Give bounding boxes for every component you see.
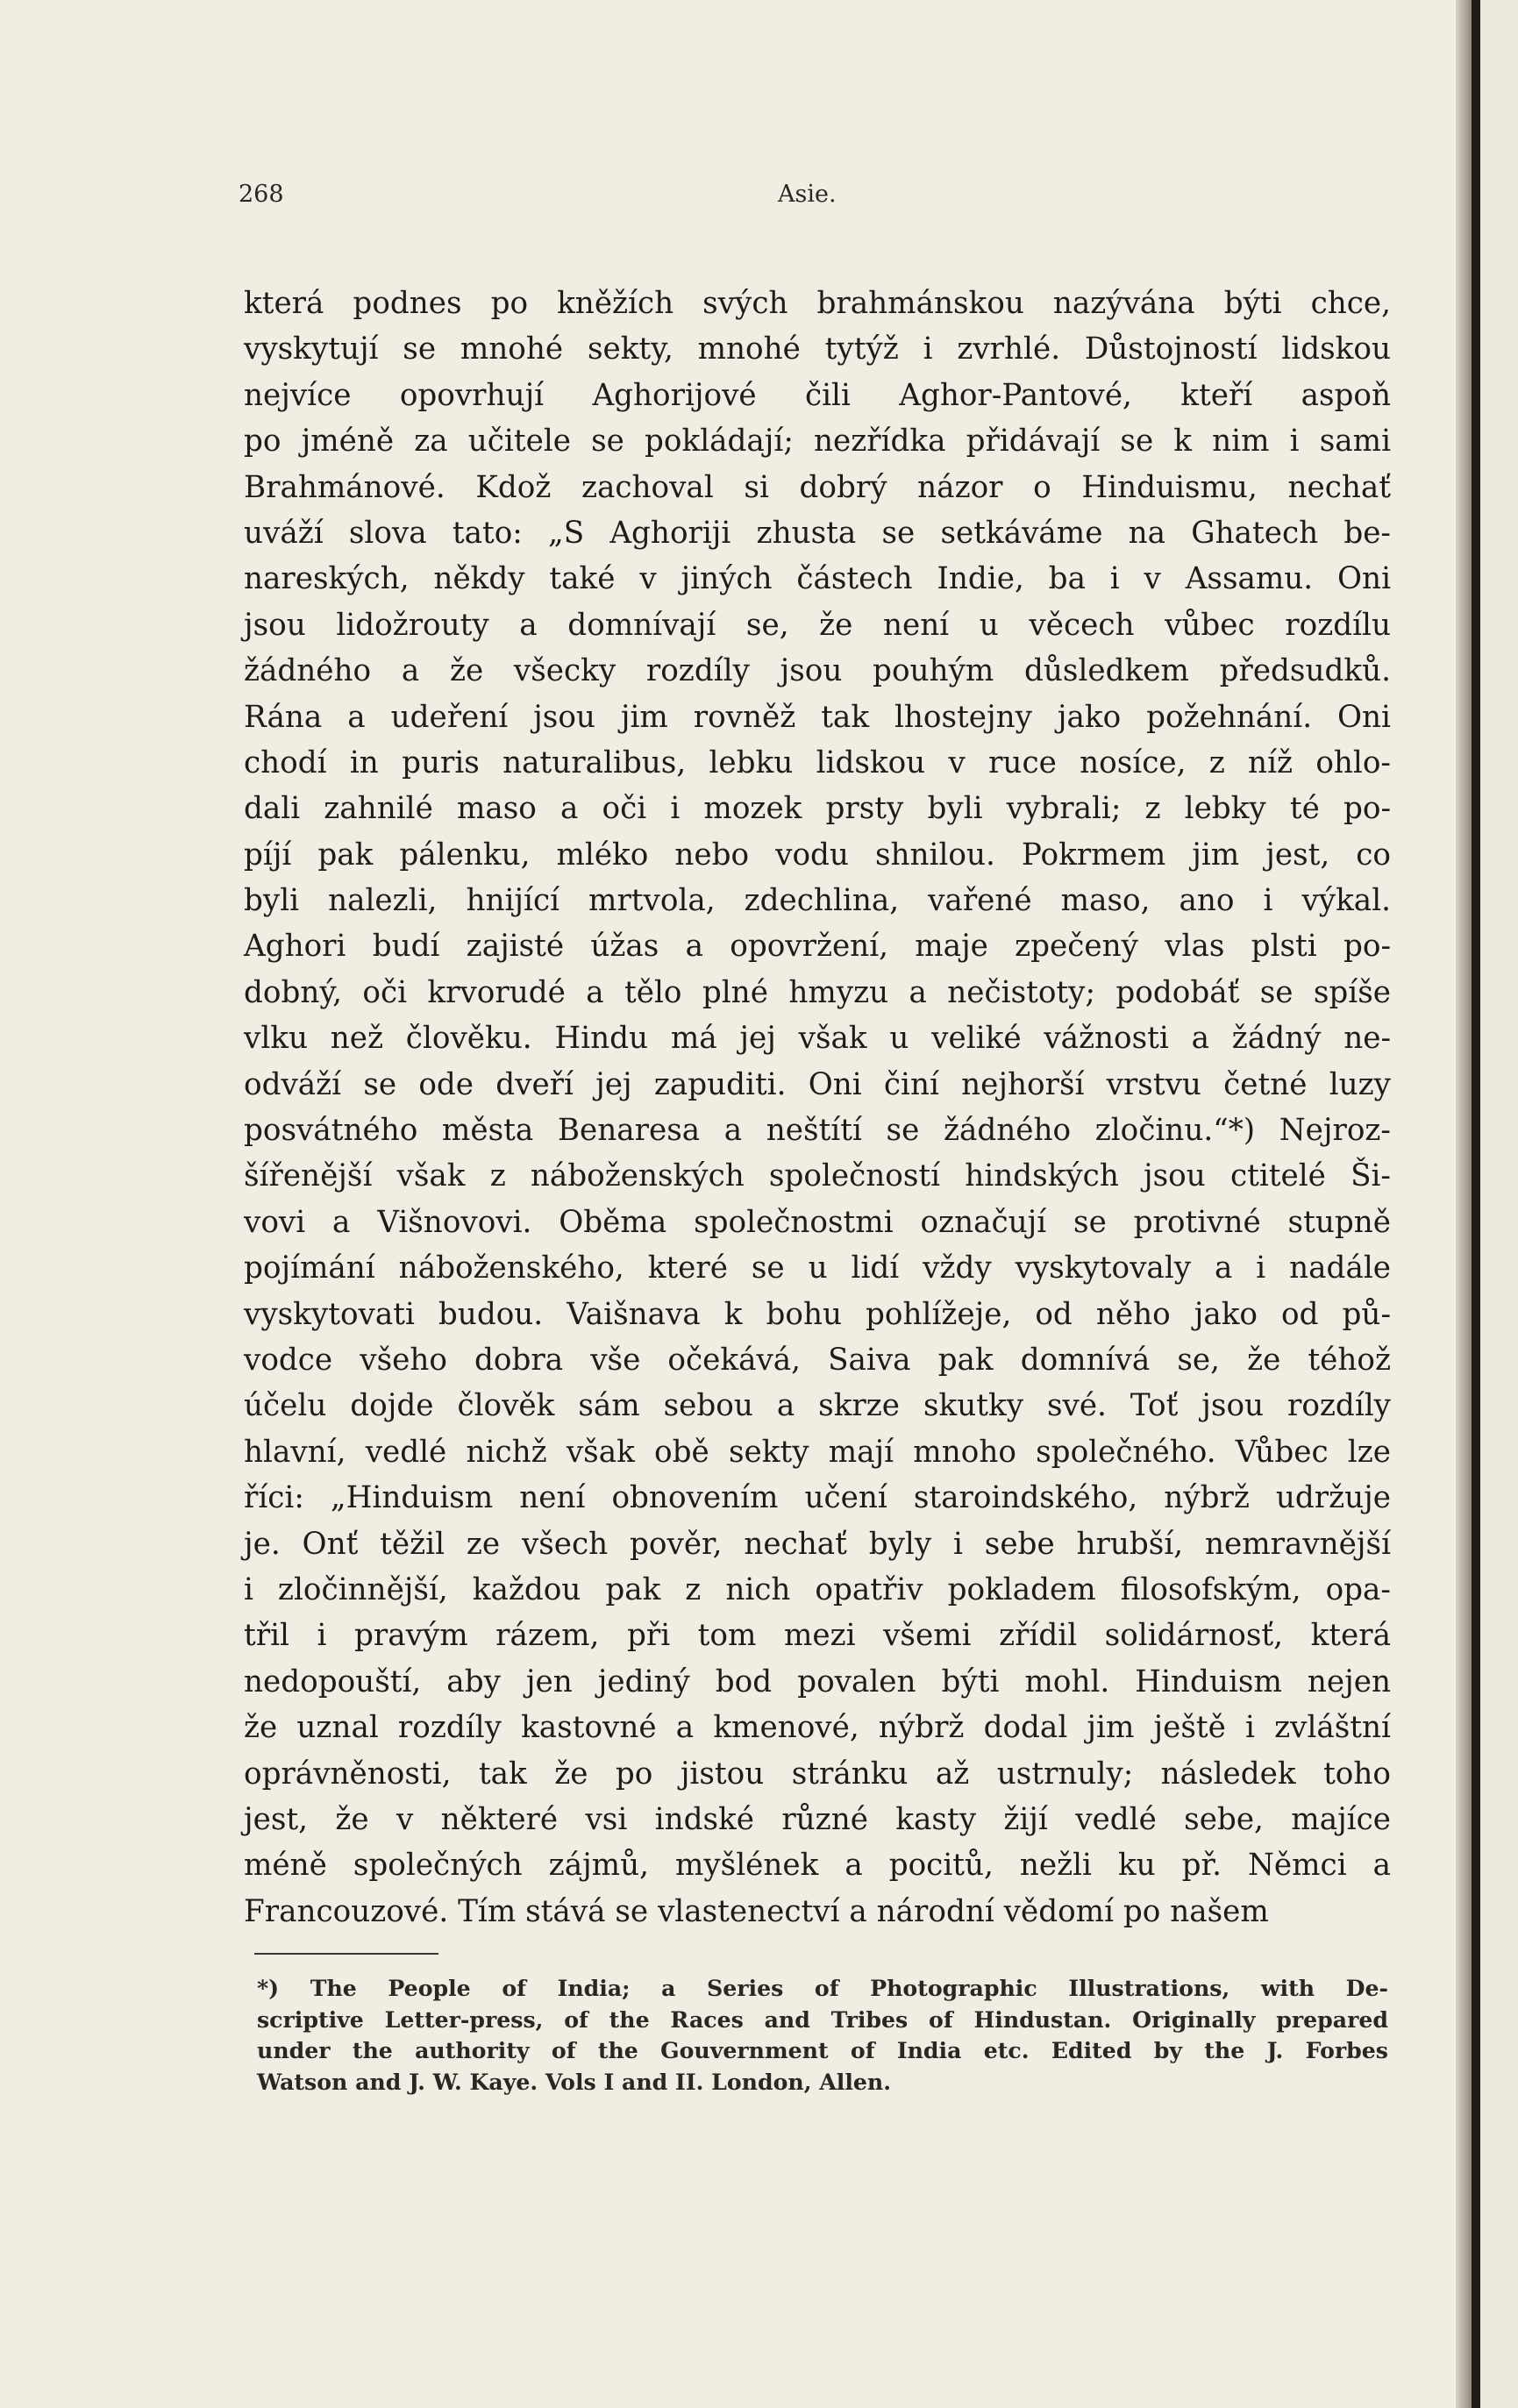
body-line: žádného a že všecky rozdíly jsou pouhým důsledkem předsudků. xyxy=(244,653,1391,689)
body-line: Francouzové. Tím stává se vlastenectví a národní vědomí po našem xyxy=(244,1893,1269,1929)
footnote-divider xyxy=(254,1953,438,1955)
body-line: že uznal rozdíly kastovné a kmenové, nýbrž dodal jim ještě i zvláštní xyxy=(244,1710,1391,1746)
body-line: vlku než člověku. Hindu má jej však u veliké vážnosti a žádný ne- xyxy=(244,1021,1391,1057)
body-line: i zločinnější, každou pak z nich opatřiv pokladem filosofským, opa- xyxy=(244,1571,1391,1607)
footnote xyxy=(257,1973,1388,2098)
body-line: Aghori budí zajisté úžas a opovržení, maje zpečený vlas plsti po- xyxy=(244,929,1391,965)
body-line: vodce všeho dobra vše očekává, Saiva pak domnívá se, že téhož xyxy=(244,1342,1391,1378)
body-line: která podnes po kněžích svých brahmánskou nazývána býti chce, xyxy=(244,286,1391,321)
body-line: šířenější však z náboženských společností hindských jsou ctitelé Ši- xyxy=(244,1158,1391,1194)
body-line: nareských, někdy také v jiných částech Indie, ba i v Assamu. Oni xyxy=(244,561,1391,597)
body-line: vovi a Višnovovi. Oběma společnostmi označují se protivné stupně xyxy=(244,1204,1391,1240)
body-line: hlavní, vedlé nichž však obě sekty mají mnoho společného. Vůbec lze xyxy=(244,1434,1391,1470)
body-line: oprávněnosti, tak že po jistou stránku až ustrnuly; následek toho xyxy=(244,1756,1391,1792)
footnote-line: scriptive Letter-press, of the Races and Tribes of Hindustan. Originally prepared xyxy=(257,2005,1388,2033)
body-line: nejvíce opovrhují Aghorijové čili Aghor-Pantové, kteří aspoň xyxy=(244,377,1391,413)
book-spine xyxy=(1472,0,1480,2408)
footnote-line: under the authority of the Gouvernment of India etc. Edited by the J. Forbes xyxy=(257,2037,1388,2064)
body-line: nedopouští, aby jen jediný bod povalen býti mohl. Hinduism nejen xyxy=(244,1664,1391,1699)
body-line: třil i pravým rázem, při tom mezi všemi zřídil solidárnosť, která xyxy=(244,1618,1391,1654)
body-line: píjí pak pálenku, mléko nebo vodu shnilou. Pokrmem jim jest, co xyxy=(244,837,1391,873)
footnote-line: *) The People of India; a Series of Photographic Illustrations, with De- xyxy=(257,1975,1388,2001)
body-line: jest, že v některé vsi indské různé kasty žijí vedlé sebe, majíce xyxy=(244,1801,1391,1837)
body-line: je. Onť těžil ze všech pověr, nechať byly i sebe hrubší, nemravnější xyxy=(244,1526,1391,1562)
page-number: 268 xyxy=(239,181,284,208)
body-line: Rána a udeření jsou jim rovněž tak lhostejny jako požehnání. Oni xyxy=(244,699,1391,735)
body-line: uváží slova tato: „S Aghoriji zhusta se setkáváme na Ghatech be- xyxy=(244,515,1391,551)
body-text xyxy=(244,281,1391,1934)
body-line: posvátného města Benaresa a neštítí se žádného zločinu.“*) Nejroz- xyxy=(244,1113,1391,1149)
body-line: Brahmánové. Kdož zachoval si dobrý názor o Hinduismu, nechať xyxy=(244,469,1391,505)
body-line: odváží se ode dveří jej zapuditi. Oni činí nejhorší vrstvu četné luzy xyxy=(244,1066,1391,1102)
body-line: chodí in puris naturalibus, lebku lidskou v ruce nosíce, z níž ohlo- xyxy=(244,744,1391,780)
body-line: vyskytují se mnohé sekty, mnohé tytýž i zvrhlé. Důstojností lidskou xyxy=(244,331,1391,367)
footnote-line: Watson and J. W. Kaye. Vols I and II. London, Allen. xyxy=(257,2069,892,2096)
body-line: jsou lidožrouty a domnívají se, že není u věcech vůbec rozdílu xyxy=(244,607,1391,643)
body-line: vyskytovati budou. Vaišnava k bohu pohlížeje, od něho jako od pů- xyxy=(244,1296,1391,1332)
body-line: dobný, oči krvorudé a tělo plné hmyzu a nečistoty; podobáť se spíše xyxy=(244,974,1391,1010)
body-line: dali zahnilé maso a oči i mozek prsty byli vybrali; z lebky té po- xyxy=(244,791,1391,827)
body-line: méně společných zájmů, myšlének a pocitů, nežli ku př. Němci a xyxy=(244,1848,1391,1884)
body-line: říci: „Hinduism není obnovením učení staroindského, nýbrž udržuje xyxy=(244,1480,1391,1516)
body-line: byli nalezli, hnijící mrtvola, zdechlina, vařené maso, ano i výkal. xyxy=(244,883,1391,919)
body-line: po jméně za učitele se pokládají; nezřídka přidávají se k nim i sami xyxy=(244,424,1391,460)
body-line: pojímání náboženského, které se u lidí vždy vyskytovaly a i nadále xyxy=(244,1250,1391,1286)
adjacent-page-strip xyxy=(1480,0,1518,2408)
page-header xyxy=(239,181,1396,219)
body-line: účelu dojde člověk sám sebou a skrze skutky své. Toť jsou rozdíly xyxy=(244,1388,1391,1424)
page-edge-shadow xyxy=(1456,0,1472,2408)
running-head: Asie. xyxy=(778,181,837,208)
